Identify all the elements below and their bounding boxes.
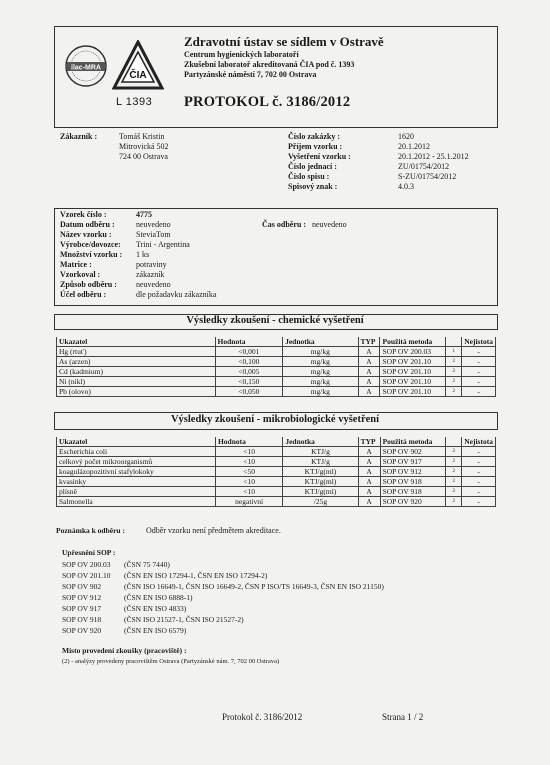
table-row xyxy=(57,387,496,397)
sampling-time-label: Čas odběru : xyxy=(262,220,307,229)
sample-value: SteviaTom xyxy=(136,230,171,239)
sample-label: Matrice : xyxy=(60,260,92,269)
table-cell: <0,100 xyxy=(215,357,283,367)
table-cell: <0,005 xyxy=(215,367,283,377)
table-cell: A xyxy=(358,467,380,477)
order-label: Číslo spisu : xyxy=(288,172,330,181)
sampling-time-value: neuvedeno xyxy=(312,220,347,229)
table-row xyxy=(57,467,496,477)
table-cell: SOP OV 920 xyxy=(380,497,446,507)
table-cell: koagulázopozitivní stafylokoky xyxy=(57,467,216,477)
note-label: Poznámka k odběru : xyxy=(56,526,125,535)
table-cell: 2 xyxy=(446,367,462,377)
table-cell: plísně xyxy=(57,487,216,497)
svg-text:ilac-MRA: ilac-MRA xyxy=(71,64,101,72)
table-cell: 2 xyxy=(446,387,462,397)
table-cell: - xyxy=(462,497,496,507)
table-row xyxy=(57,487,496,497)
order-label: Spisový znak : xyxy=(288,182,338,191)
table-cell: SOP OV 912 xyxy=(380,467,446,477)
table-row xyxy=(57,347,496,357)
table-header-row xyxy=(57,337,496,347)
table-cell: Escherichia coli xyxy=(57,447,216,457)
table-cell: <0,050 xyxy=(215,387,283,397)
cia-logo xyxy=(112,40,164,92)
table-cell: KTJ/g(ml) xyxy=(283,467,358,477)
org-line: Centrum hygienických laboratoří xyxy=(184,50,299,59)
table-cell: - xyxy=(462,487,496,497)
sample-value: zákazník xyxy=(136,270,165,279)
table-cell: SOP OV 200.03 xyxy=(380,347,446,357)
table-cell: SOP OV 201.10 xyxy=(380,387,446,397)
sample-value: neuvedeno xyxy=(136,220,171,229)
table-cell: 2 xyxy=(446,457,462,467)
table-row xyxy=(57,447,496,457)
table-cell: SOP OV 201.10 xyxy=(380,367,446,377)
table-cell: 2 xyxy=(446,497,462,507)
col-header: Jednotka xyxy=(283,337,358,347)
protocol-title: PROTOKOL č. 3186/2012 xyxy=(184,94,351,110)
col-header xyxy=(446,437,462,447)
sample-label: Název vzorku : xyxy=(60,230,112,239)
table-cell: negativní xyxy=(215,497,282,507)
col-header: Ukazatel xyxy=(57,337,216,347)
table-cell: <10 xyxy=(215,447,282,457)
col-header xyxy=(446,337,462,347)
table-cell: - xyxy=(462,457,496,467)
table-cell: A xyxy=(358,447,380,457)
sop-item xyxy=(62,560,111,570)
order-value: 20.1.2012 - 25.1.2012 xyxy=(398,152,469,161)
footer-page-number: Strana 1 / 2 xyxy=(382,712,424,722)
sop-item xyxy=(62,582,101,592)
order-label: Číslo jednací : xyxy=(288,162,337,171)
table-row xyxy=(57,367,496,377)
table-cell: A xyxy=(358,387,380,397)
table-cell: A xyxy=(358,347,380,357)
sop-desc: (ČSN ISO 21527-1, ČSN ISO 21527-2) xyxy=(124,615,244,624)
table-cell: <10 xyxy=(215,487,282,497)
customer-label: Zákazník : xyxy=(60,132,98,141)
table-row xyxy=(57,457,496,467)
svg-text:ČIA: ČIA xyxy=(129,70,147,81)
table-cell: A xyxy=(358,497,380,507)
table-cell: - xyxy=(462,447,496,457)
customer-name: Tomáš Kristin xyxy=(119,132,165,141)
table-cell: A xyxy=(358,487,380,497)
table-cell: mg/kg xyxy=(283,357,358,367)
place-title: Místo provedení zkoušky (pracoviště) : xyxy=(62,646,187,655)
table-cell: KTJ/g(ml) xyxy=(283,477,358,487)
table-cell: SOP OV 201.10 xyxy=(380,377,446,387)
table-cell: - xyxy=(462,357,496,367)
sop-code: SOP OV 917 xyxy=(62,604,102,613)
table-cell: mg/kg xyxy=(283,347,358,357)
table-row xyxy=(57,497,496,507)
sop-code: SOP OV 918 xyxy=(62,615,102,624)
table-cell: mg/kg xyxy=(283,377,358,387)
sop-item xyxy=(62,593,101,603)
sop-item xyxy=(62,604,101,614)
table-header-row xyxy=(57,437,496,447)
chem-results-table xyxy=(56,337,496,397)
col-header: Použitá metoda xyxy=(380,437,446,447)
sop-desc: (ČSN EN ISO 6888-1) xyxy=(124,593,193,602)
customer-city: 724 00 Ostrava xyxy=(119,152,168,161)
lab-number: L 1393 xyxy=(116,96,153,108)
sample-value: potraviny xyxy=(136,260,167,269)
table-cell: A xyxy=(358,377,380,387)
table-cell: <0,001 xyxy=(215,347,283,357)
table-cell: 2 xyxy=(446,357,462,367)
table-cell: Hg (rtuť) xyxy=(57,347,216,357)
table-cell: Salmonella xyxy=(57,497,216,507)
table-cell: 2 xyxy=(446,467,462,477)
sample-value: neuvedeno xyxy=(136,280,171,289)
table-cell: - xyxy=(462,347,496,357)
col-header: Hodnota xyxy=(215,337,283,347)
table-cell: SOP OV 918 xyxy=(380,477,446,487)
table-cell: mg/kg xyxy=(283,367,358,377)
col-header: TYP xyxy=(358,337,380,347)
sop-desc: (ČSN 75 7440) xyxy=(124,560,170,569)
sop-title: Upřesnění SOP : xyxy=(62,548,116,557)
col-header: Nejistota xyxy=(462,437,496,447)
table-cell: kvasinky xyxy=(57,477,216,487)
table-cell: A xyxy=(358,357,380,367)
sample-label: Vzorek číslo : xyxy=(60,210,107,219)
col-header: Ukazatel xyxy=(57,437,216,447)
col-header: Použitá metoda xyxy=(380,337,446,347)
table-cell: 2 xyxy=(446,487,462,497)
table-cell: Cd (kadmium) xyxy=(57,367,216,377)
sample-label: Datum odběru : xyxy=(60,220,115,229)
sample-value: dle požadavku zákazníka xyxy=(136,290,217,299)
place-text: (2) - analýzy provedeny pracovištěm Ostrava (Partyzánské nám. 7, 702 00 Ostrava) xyxy=(62,658,280,665)
sample-label: Způsob odběru : xyxy=(60,280,117,289)
table-row xyxy=(57,357,496,367)
table-cell: Pb (olovo) xyxy=(57,387,216,397)
sop-code: SOP OV 200.03 xyxy=(62,560,111,569)
col-header: Jednotka xyxy=(283,437,358,447)
table-cell: <10 xyxy=(215,477,282,487)
chem-section-title: Výsledky zkoušení - chemické vyšetření xyxy=(186,315,364,326)
sample-label: Množství vzorku : xyxy=(60,250,123,259)
sop-desc: (ČSN EN ISO 17294-1, ČSN EN ISO 17294-2) xyxy=(124,571,268,580)
table-cell: SOP OV 902 xyxy=(380,447,446,457)
sample-label: Účel odběru : xyxy=(60,290,107,299)
col-header: Nejistota xyxy=(462,337,496,347)
sop-code: SOP OV 912 xyxy=(62,593,102,602)
sop-item xyxy=(62,615,101,625)
table-cell: celkový počet mikroorganismů xyxy=(57,457,216,467)
table-cell: 1 xyxy=(446,347,462,357)
table-cell: SOP OV 917 xyxy=(380,457,446,467)
table-cell: KTJ/g xyxy=(283,447,358,457)
sop-code: SOP OV 920 xyxy=(62,626,102,635)
table-cell: - xyxy=(462,387,496,397)
org-line: Zkušební laboratoř akreditovaná ČIA pod č. 1393 xyxy=(184,60,355,69)
table-cell: <50 xyxy=(215,467,282,477)
table-cell: A xyxy=(358,367,380,377)
table-cell: SOP OV 201.10 xyxy=(380,357,446,367)
table-cell: SOP OV 918 xyxy=(380,487,446,497)
note-text: Odběr vzorku není předmětem akreditace. xyxy=(146,526,281,535)
order-value: S-ZU/01754/2012 xyxy=(398,172,457,181)
col-header: TYP xyxy=(358,437,380,447)
table-cell: - xyxy=(462,367,496,377)
table-row xyxy=(57,377,496,387)
col-header: Hodnota xyxy=(215,437,282,447)
order-value: ZU/01754/2012 xyxy=(398,162,450,171)
micro-section-title: Výsledky zkoušení - mikrobiologické vyšetření xyxy=(170,414,380,425)
order-label: Číslo zakázky : xyxy=(288,132,340,141)
sop-desc: (ČSN EN ISO 6579) xyxy=(124,626,187,635)
table-cell: 2 xyxy=(446,447,462,457)
table-cell: 2 xyxy=(446,377,462,387)
sop-code: SOP OV 902 xyxy=(62,582,102,591)
ilac-mra-logo xyxy=(64,44,108,88)
order-value: 4.0.3 xyxy=(398,182,414,191)
micro-results-table xyxy=(56,437,496,507)
sample-value: 4775 xyxy=(136,210,152,219)
table-cell: <10 xyxy=(215,457,282,467)
org-name: Zdravotní ústav se sídlem v Ostravě xyxy=(184,34,384,49)
sample-value: 1 ks xyxy=(136,250,150,259)
table-cell: Ni (nikl) xyxy=(57,377,216,387)
org-line: Partyzánské náměstí 7, 702 00 Ostrava xyxy=(184,70,317,79)
table-cell: A xyxy=(358,457,380,467)
table-cell: mg/kg xyxy=(283,387,358,397)
table-cell: As (arzen) xyxy=(57,357,216,367)
sample-value: Trini - Argentina xyxy=(136,240,190,249)
table-cell: A xyxy=(358,477,380,487)
sop-desc: (ČSN EN ISO 4833) xyxy=(124,604,187,613)
organization-block xyxy=(184,34,384,80)
table-cell: <0,150 xyxy=(215,377,283,387)
order-value: 20.1.2012 xyxy=(398,142,430,151)
table-cell: - xyxy=(462,467,496,477)
footer-protocol: Protokol č. 3186/2012 xyxy=(222,712,303,722)
table-cell: - xyxy=(462,477,496,487)
table-cell: KTJ/g xyxy=(283,457,358,467)
sop-desc: (ČSN ISO 16649-1, ČSN ISO 16649-2, ČSN P ISO/TS 16649-3, ČSN EN ISO 21150) xyxy=(124,582,384,591)
table-cell: KTJ/g(ml) xyxy=(283,487,358,497)
customer-street: Mitrovická 502 xyxy=(119,142,169,151)
table-cell: - xyxy=(462,377,496,387)
table-cell: 2 xyxy=(446,477,462,487)
order-label: Příjem vzorku : xyxy=(288,142,343,151)
sample-label: Výrobce/dovozce: xyxy=(60,240,121,249)
sop-item xyxy=(62,571,111,581)
sample-label: Vzorkoval : xyxy=(60,270,101,279)
table-row xyxy=(57,477,496,487)
order-label: Vyšetření vzorku : xyxy=(288,152,351,161)
order-value: 1620 xyxy=(398,132,414,141)
sop-item xyxy=(62,626,101,636)
sop-code: SOP OV 201.10 xyxy=(62,571,111,580)
table-cell: /25g xyxy=(283,497,358,507)
